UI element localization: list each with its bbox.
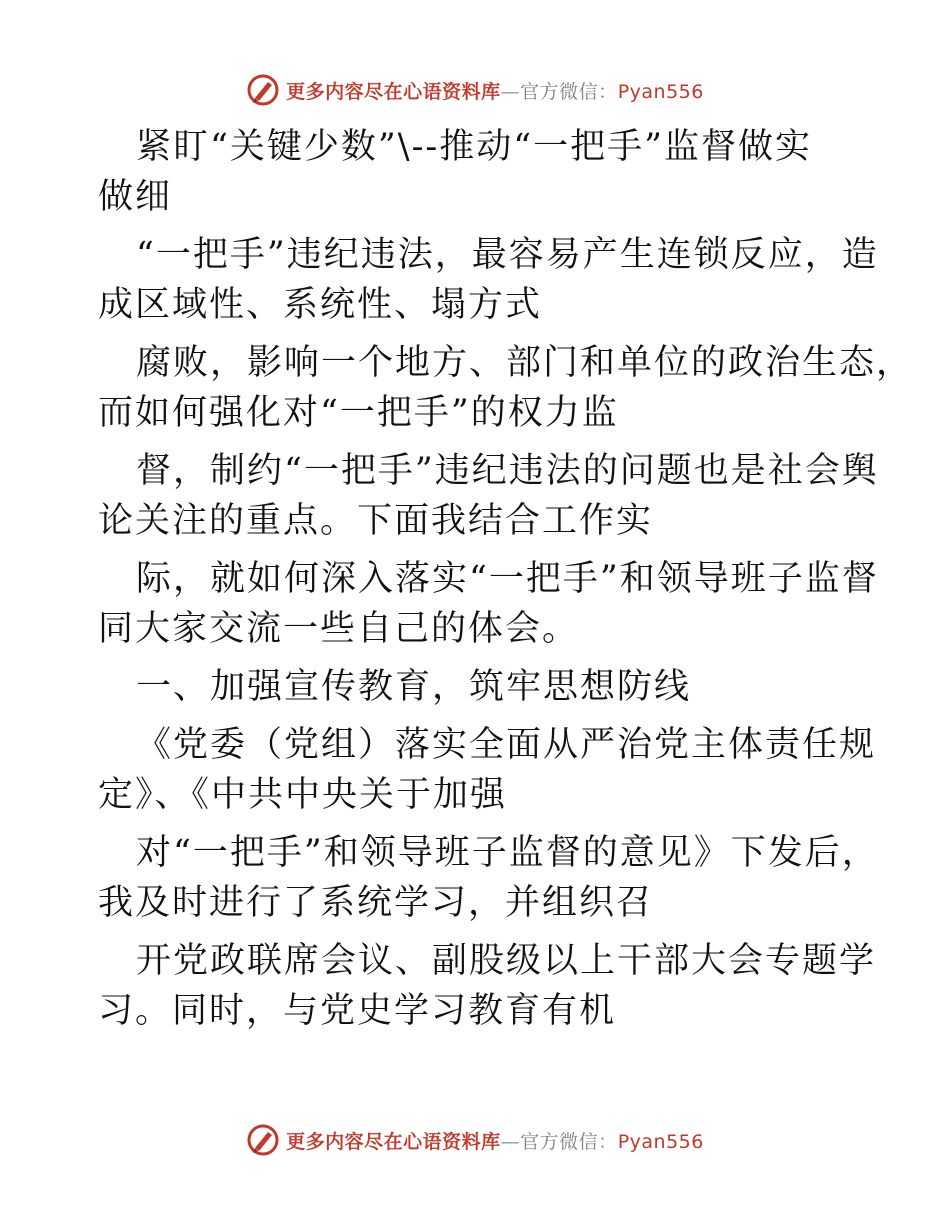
paragraph-line: 开党政联席会议、副股级以上干部大会专题学 [136, 941, 877, 981]
watermark-main: 更多内容尽在心语资料库 [286, 1130, 501, 1153]
paragraph [98, 828, 879, 928]
watermark-separator: — [500, 1130, 521, 1153]
watermark-label: 官方微信： [520, 1130, 618, 1153]
paragraph [98, 446, 879, 546]
watermark-banner-top [0, 70, 950, 110]
pen-logo-icon [246, 1123, 280, 1157]
paragraph-line: 定》、《中共中央关于加强 [98, 775, 508, 815]
paragraph-line: 督，制约“一把手”违纪违法的问题也是社会舆 [136, 451, 879, 491]
paragraph-line: 紧盯“关键少数”\--推动“一把手”监督做实 [136, 127, 813, 167]
watermark-id: Pyan556 [617, 80, 704, 103]
paragraph-line: 做细 [98, 177, 173, 217]
document-body [98, 122, 914, 1036]
paragraph [98, 720, 877, 820]
paragraph-line: 际，就如何深入落实“一把手”和领导班子监督 [136, 559, 879, 599]
heading-line: 一、加强宣传教育，筑牢思想防线 [136, 667, 692, 707]
paragraph [98, 230, 879, 330]
paragraph-line: 《党委（党组）落实全面从严治党主体责任规 [136, 725, 877, 765]
paragraph-line: 成区域性、系统性、塌方式 [98, 285, 543, 325]
paragraph [98, 554, 879, 654]
paragraph-line: 我及时进行了系统学习，并组织召 [98, 883, 654, 923]
paragraph-line: 对“一把手”和领导班子监督的意见》下发后， [136, 833, 879, 873]
watermark-id: Pyan556 [617, 1130, 704, 1153]
watermark-banner-bottom [0, 1120, 950, 1160]
paragraph-line: 习。同时，与党史学习教育有机 [98, 991, 617, 1031]
watermark-label: 官方微信： [520, 80, 618, 103]
paragraph-line: 同大家交流一些自己的体会。 [98, 609, 580, 649]
paragraph-line: “一把手”违纪违法，最容易产生连锁反应，造 [136, 235, 879, 275]
paragraph [98, 936, 877, 1036]
watermark-text [286, 77, 704, 104]
paragraph-line: 论关注的重点。下面我结合工作实 [98, 501, 654, 541]
paragraph-title [98, 122, 858, 222]
section-heading [98, 662, 858, 712]
paragraph-line: 而如何强化对“一把手”的权力监 [98, 393, 619, 433]
pen-logo-icon [246, 73, 280, 107]
watermark-separator: — [500, 80, 521, 103]
watermark-main: 更多内容尽在心语资料库 [286, 80, 501, 103]
paragraph [98, 338, 914, 438]
watermark-text [286, 1127, 704, 1154]
paragraph-line: 腐败，影响一个地方、部门和单位的政治生态， [136, 343, 914, 383]
